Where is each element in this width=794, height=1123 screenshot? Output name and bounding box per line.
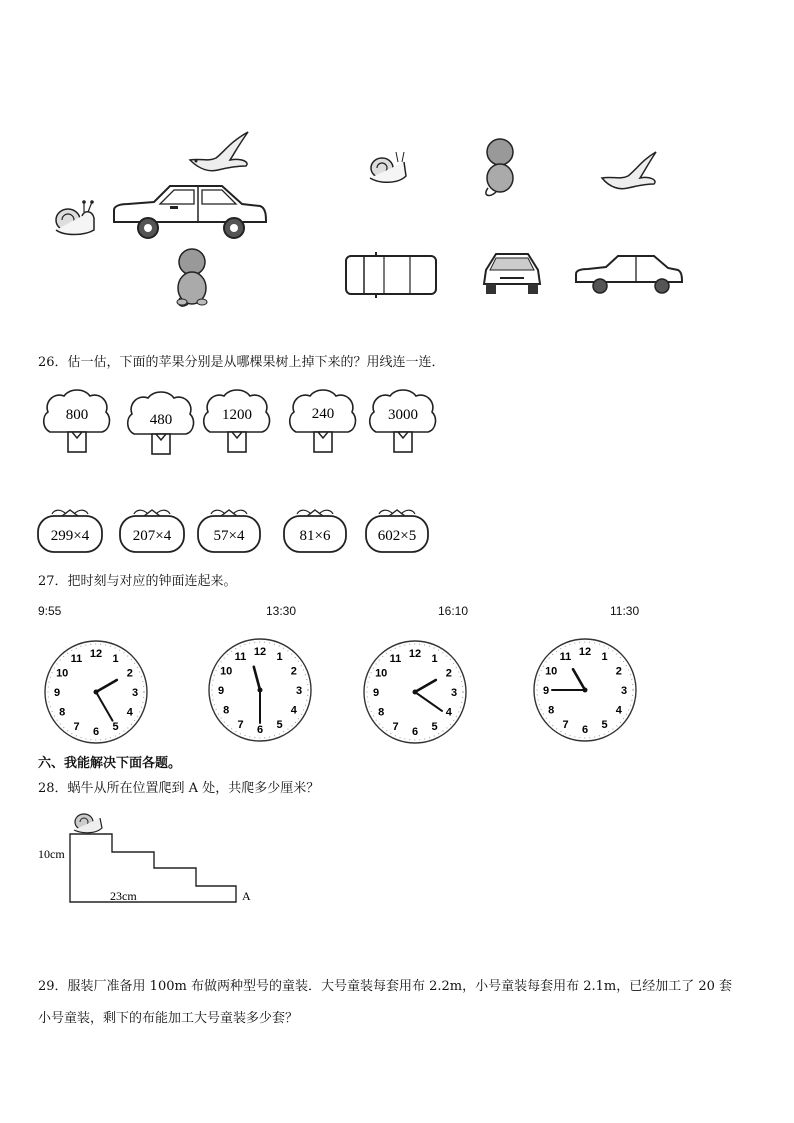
clock-center — [413, 690, 418, 695]
clock-number: 8 — [548, 704, 555, 717]
clock-number: 7 — [237, 718, 244, 731]
clock-face-0[interactable] — [42, 638, 150, 746]
snail-icon — [56, 200, 94, 234]
clock-number: 3 — [295, 685, 303, 697]
tree-value: 480 — [149, 412, 173, 428]
time-label-1[interactable]: 13:30 — [266, 604, 297, 618]
apple-4[interactable] — [364, 506, 430, 554]
clock-number: 11 — [234, 651, 247, 664]
monkey-back-icon — [177, 249, 207, 306]
apple-3[interactable] — [282, 506, 348, 554]
tree-value: 3000 — [388, 407, 418, 423]
clock-number: 4 — [290, 704, 297, 717]
apple-expression: 81×6 — [299, 528, 331, 544]
tree-value: 800 — [65, 407, 89, 423]
apple-0[interactable] — [36, 506, 104, 554]
clock-number: 12 — [89, 648, 103, 660]
clock-number: 1 — [112, 653, 119, 666]
option-car-top-icon — [346, 252, 436, 298]
apple-expression: 299×4 — [50, 528, 90, 544]
q27-prompt: 27．把时刻与对应的钟面连起来。 — [38, 574, 237, 589]
clock-face-2[interactable] — [361, 638, 469, 746]
tree-row — [40, 388, 460, 458]
apple-expression: 602×5 — [377, 528, 417, 544]
clock-number: 12 — [253, 646, 267, 658]
point-a-label: A — [242, 889, 251, 903]
time-label-2[interactable]: 16:10 — [438, 604, 469, 618]
clock-center — [258, 688, 263, 693]
tree-2[interactable] — [200, 388, 274, 456]
apple-2[interactable] — [196, 506, 262, 554]
width-label: 23cm — [110, 889, 137, 903]
clock-number: 11 — [70, 653, 83, 666]
q29-prompt-line2: 小号童装，剩下的布能加工大号童装多少套？ — [38, 1011, 299, 1026]
q28-prompt: 28．蜗牛从所在位置爬到 A 处，共爬多少厘米？ — [38, 781, 320, 796]
apple-expression: 57×4 — [213, 528, 245, 544]
option-snail-icon — [370, 152, 406, 182]
clock-number: 9 — [217, 685, 225, 697]
q29-prompt-line1: 29．服装厂准备用 100m 布做两种型号的童装．大号童装每套用布 2.2m，小号童装每套用布 2.1m，已经加工了 20 套 — [38, 979, 733, 994]
snail-icon — [74, 814, 102, 833]
clock-number: 3 — [620, 685, 628, 697]
bird-icon — [190, 132, 248, 171]
tree-value: 240 — [311, 406, 335, 422]
clock-number: 9 — [372, 687, 380, 699]
apple-1[interactable] — [118, 506, 186, 554]
tree-4[interactable] — [366, 388, 440, 456]
clock-number: 2 — [445, 667, 452, 680]
tree-0[interactable] — [40, 388, 114, 456]
clock-number: 7 — [392, 720, 399, 733]
apple-row — [36, 506, 436, 556]
clock-number: 8 — [223, 704, 230, 717]
clock-number: 4 — [445, 706, 452, 719]
car-side-icon — [114, 186, 266, 238]
height-label: 10cm — [38, 847, 65, 861]
clock-number: 12 — [408, 648, 422, 660]
time-label-3[interactable]: 11:30 — [610, 604, 640, 618]
clock-number: 6 — [581, 724, 589, 736]
clock-number: 4 — [615, 704, 622, 717]
staircase-figure — [36, 808, 266, 908]
observation-figure — [40, 120, 740, 320]
clock-number: 6 — [411, 726, 419, 738]
q26-prompt: 26．估一估，下面的苹果分别是从哪棵果树上掉下来的？用线连一连． — [38, 355, 445, 370]
clock-number: 2 — [290, 665, 297, 678]
option-bird-icon — [602, 152, 656, 189]
clock-number: 5 — [276, 718, 283, 731]
clock-number: 1 — [276, 651, 283, 664]
clock-number: 11 — [389, 653, 402, 666]
clock-number: 11 — [559, 651, 572, 664]
clock-number: 7 — [562, 718, 569, 731]
clock-number: 3 — [450, 687, 458, 699]
tree-1[interactable] — [124, 390, 198, 458]
clock-number: 2 — [126, 667, 133, 680]
clock-number: 12 — [578, 646, 592, 658]
tree-value: 1200 — [222, 407, 252, 423]
section-title: 六、我能解决下面各题。 — [38, 756, 182, 771]
clock-number: 8 — [59, 706, 66, 719]
clock-face-3[interactable] — [531, 636, 639, 744]
clock-number: 3 — [131, 687, 139, 699]
tree-3[interactable] — [286, 388, 360, 456]
option-car-front-icon — [484, 254, 540, 294]
option-monkey-icon — [486, 139, 513, 195]
clock-number: 6 — [256, 724, 264, 736]
clock-number: 8 — [378, 706, 385, 719]
clock-number: 10 — [220, 665, 233, 678]
clock-center — [583, 688, 588, 693]
clock-number: 4 — [126, 706, 133, 719]
time-label-0[interactable]: 9:55 — [38, 604, 62, 618]
clock-number: 9 — [542, 685, 550, 697]
clock-number: 7 — [73, 720, 80, 733]
clock-number: 1 — [601, 651, 608, 664]
option-car-side-icon — [576, 256, 682, 293]
clock-number: 9 — [53, 687, 61, 699]
apple-expression: 207×4 — [132, 528, 172, 544]
clock-center — [94, 690, 99, 695]
clock-number: 10 — [56, 667, 69, 680]
clock-number: 5 — [431, 720, 438, 733]
clock-number: 10 — [545, 665, 558, 678]
clock-number: 10 — [375, 667, 388, 680]
clock-number: 6 — [92, 726, 100, 738]
clock-number: 1 — [431, 653, 438, 666]
clock-number: 5 — [601, 718, 608, 731]
clock-number: 5 — [112, 720, 119, 733]
clock-face-1[interactable] — [206, 636, 314, 744]
clock-number: 2 — [615, 665, 622, 678]
